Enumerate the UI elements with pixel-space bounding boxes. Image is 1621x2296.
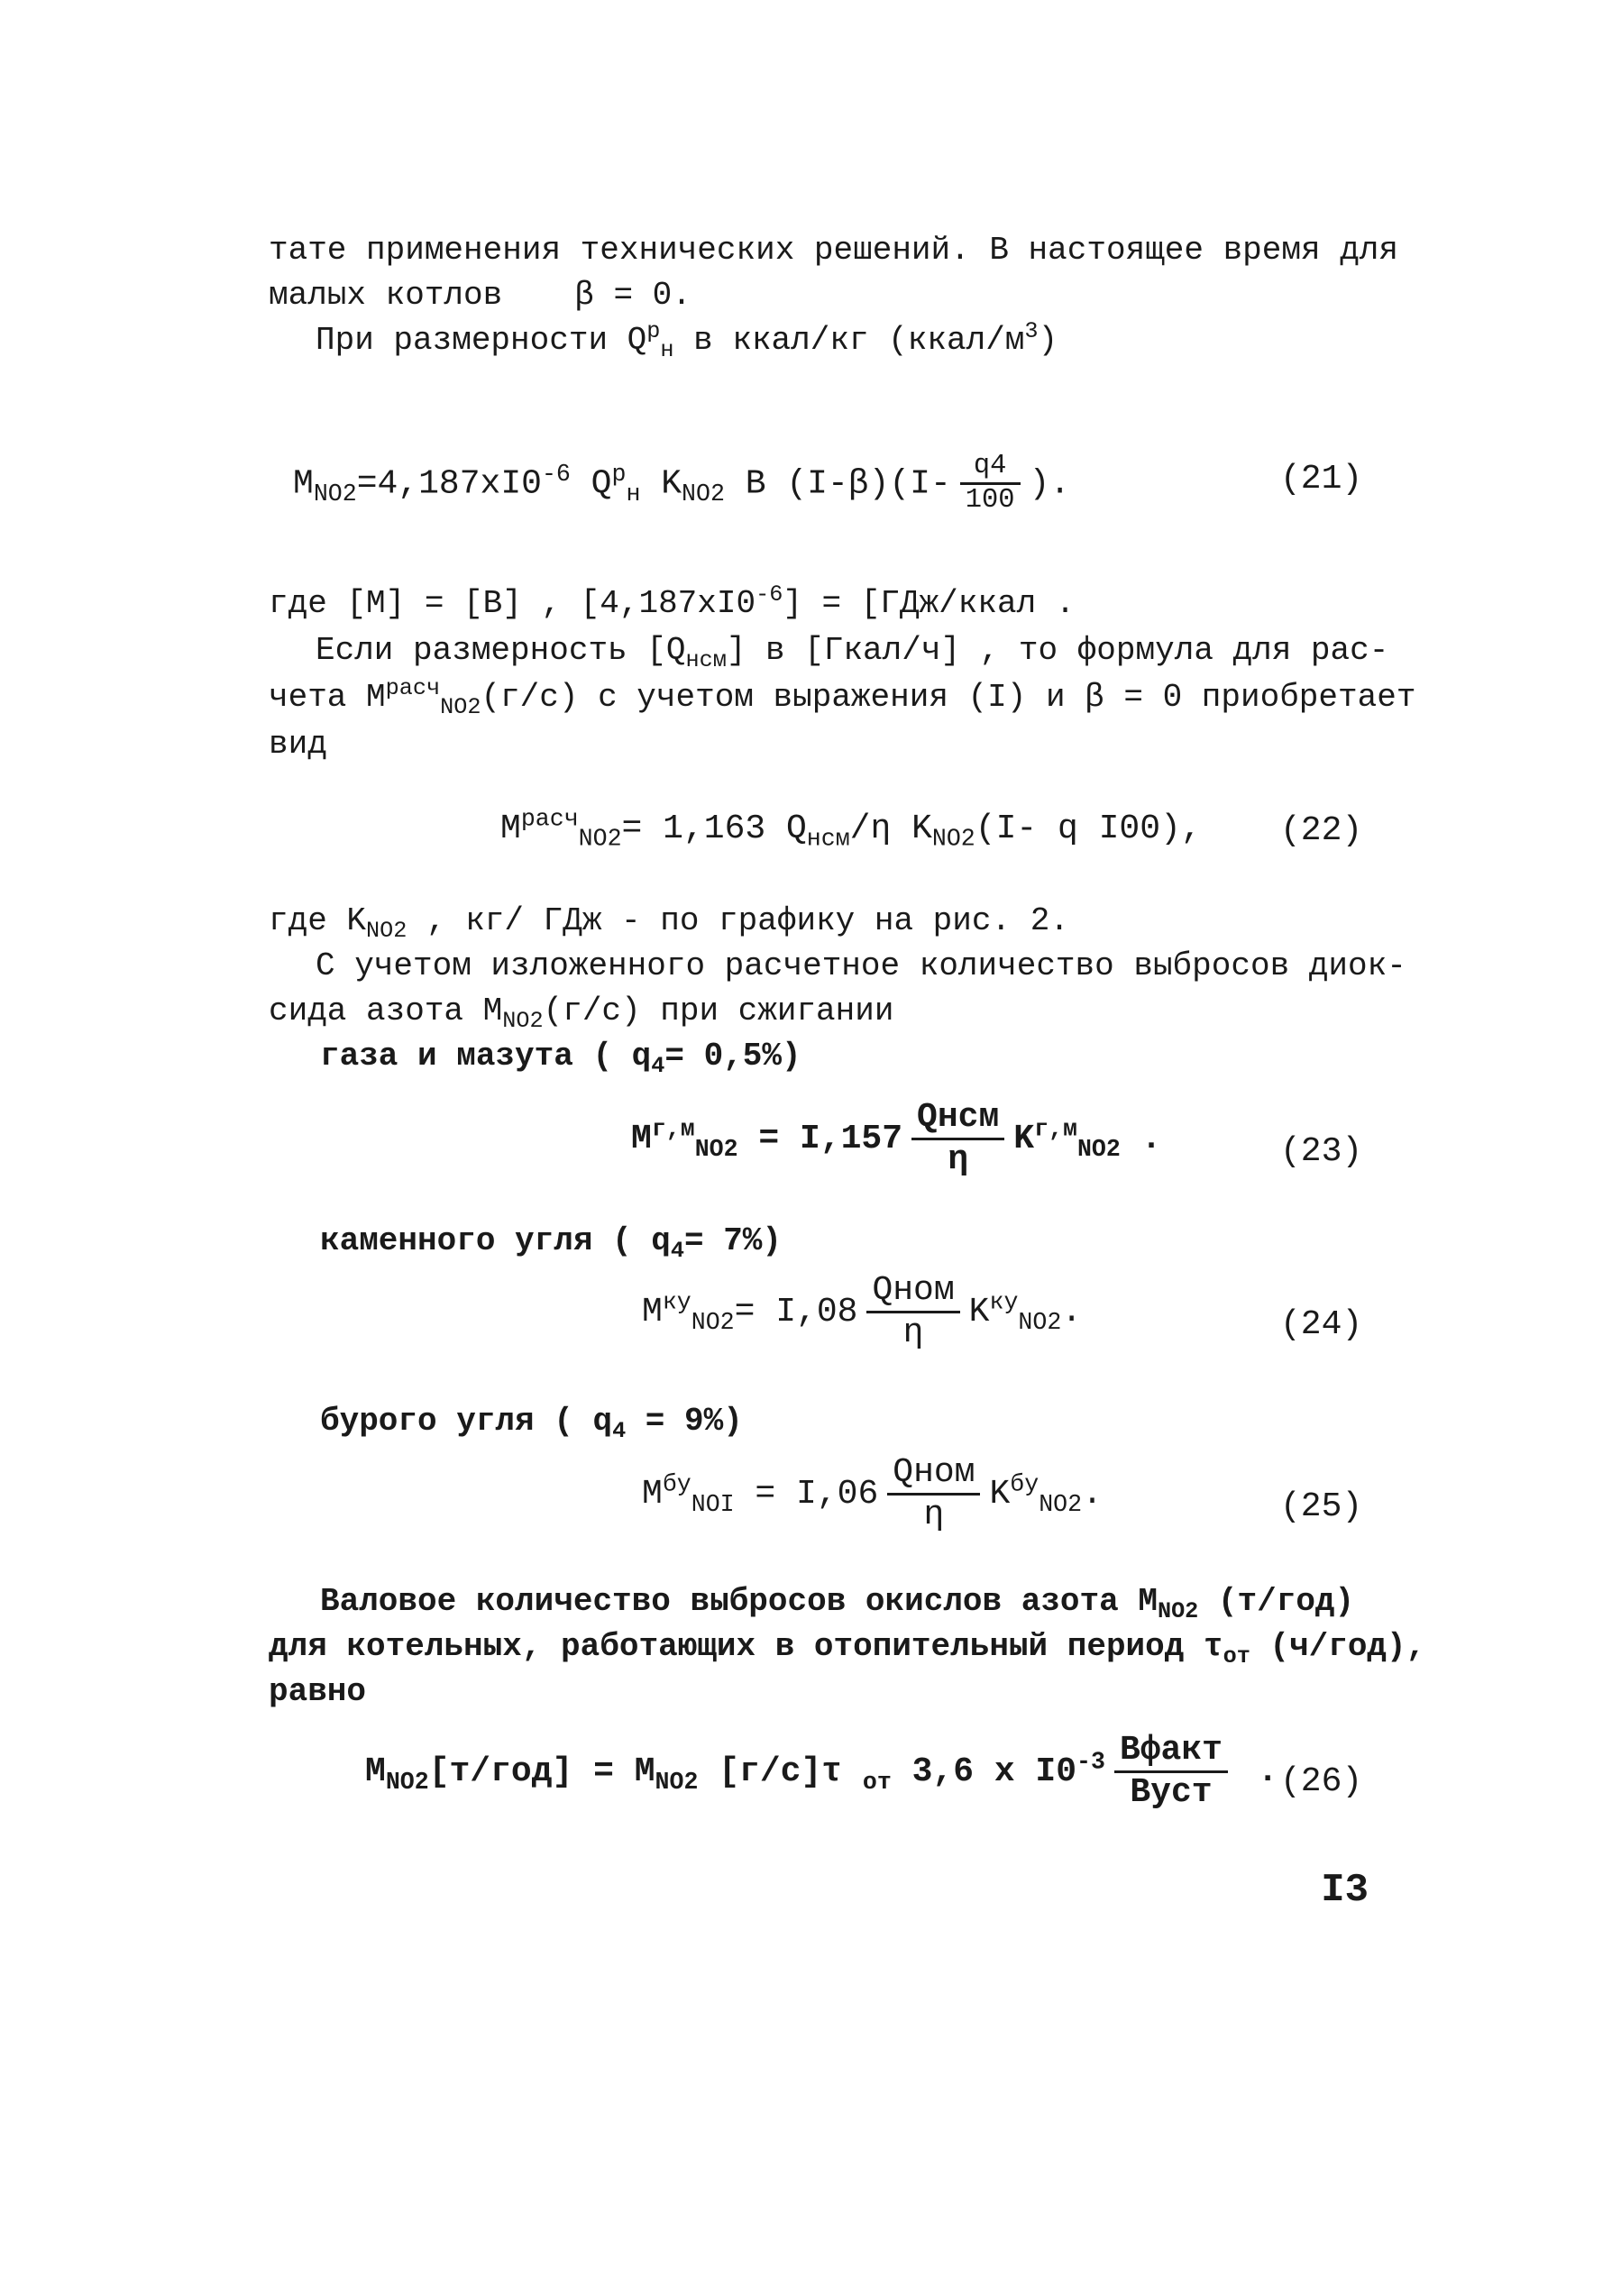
page-number: I3 [1321, 1868, 1369, 1913]
equation-26-number: (26) [1280, 1762, 1363, 1801]
equation-24-number: (24) [1280, 1305, 1363, 1344]
equation-22: $М^{расч}_{NO2}= 1,163$ $Q_{нсм}/\eta$ $K_{NO2}(I-$ q I00), [500, 805, 1202, 853]
text-line-15: для котельных, работающих в отопительный период $\tau_{от}$ (ч/год), [269, 1628, 1426, 1670]
text-line-7: вид [269, 726, 327, 763]
text-line-5: Если размерность $[Q_{нсм}]$ в [Гкал/ч] , то формула для рас- [316, 632, 1389, 674]
text-line-14: Валовое количество выбросов окислов азота $М_{NO2}$ (т/год) [320, 1583, 1355, 1625]
text-line-4: где [М] = [В] , $[4,187хI0^{-6}]$ = [ГДж/ккал . [269, 581, 1076, 622]
text-line-13: бурого угля ( $q_4 = 9\%$) [320, 1403, 743, 1445]
text-line-12: каменного угля ( $q_4= 7\%$) [320, 1222, 783, 1265]
equation-25: $М^{бу}_{NOI} = I,06$ $\frac{\text{Qном}}{\eta}$ $K^{бу}_{NO2}$. [642, 1453, 1103, 1534]
equation-26: $М_{NO2}[т/год] = М_{NO2}$ [г/с]τ $_{от}$ 3,6 х $I0^{-3}$ $\frac{\text{Bфакт}}{\text{Bуст}}$ . [365, 1731, 1278, 1812]
equation-24: $М^{ку}_{NO2}= I,08$ $\frac{\text{Qном}}{\eta}$ $K^{ку}_{NO2}$. [642, 1271, 1083, 1352]
equation-21-number: (21) [1280, 460, 1363, 499]
text-line-3: При размерности $Q^р_н$ в ккал/кг $(ккал/м^3)$ [316, 318, 1058, 364]
text-line-6: чета $М^{расч}_{NO2}(г/с)$ с учетом выражения (I) и β = 0 приобретает [269, 675, 1416, 721]
text-line-11: газа и мазута ( $q_4= 0,5\%$) [320, 1038, 801, 1080]
text-line-1: тате применения технических решений. В настоящее время для [269, 232, 1399, 269]
equation-23: $М^{г,м}_{NO2} = I,157$ $\frac{\text{Qнсм}}{\eta}$ $K^{г,м}_{NO2}$ . [631, 1098, 1162, 1179]
text-line-9: С учетом изложенного расчетное количество выбросов диок- [316, 947, 1406, 984]
equation-21: $М_{NO2}=4,187хI0^{-6}$ $Q^р_н$ $K_{NO2}$ В (I-β)(I- $\frac{q4}{100}$ ). [293, 451, 1071, 516]
equation-23-number: (23) [1280, 1132, 1363, 1171]
equation-25-number: (25) [1280, 1487, 1363, 1526]
text-line-2: малых котлов β = 0. [269, 277, 691, 314]
text-line-10: сида азота $М_{NO2}(г/с)$ при сжигании [269, 992, 894, 1035]
equation-22-number: (22) [1280, 811, 1363, 850]
text-line-16: равно [269, 1673, 367, 1710]
text-line-8: где $K_{NO2}$ , кг/ ГДж - по графику на рис. 2. [269, 902, 1069, 945]
